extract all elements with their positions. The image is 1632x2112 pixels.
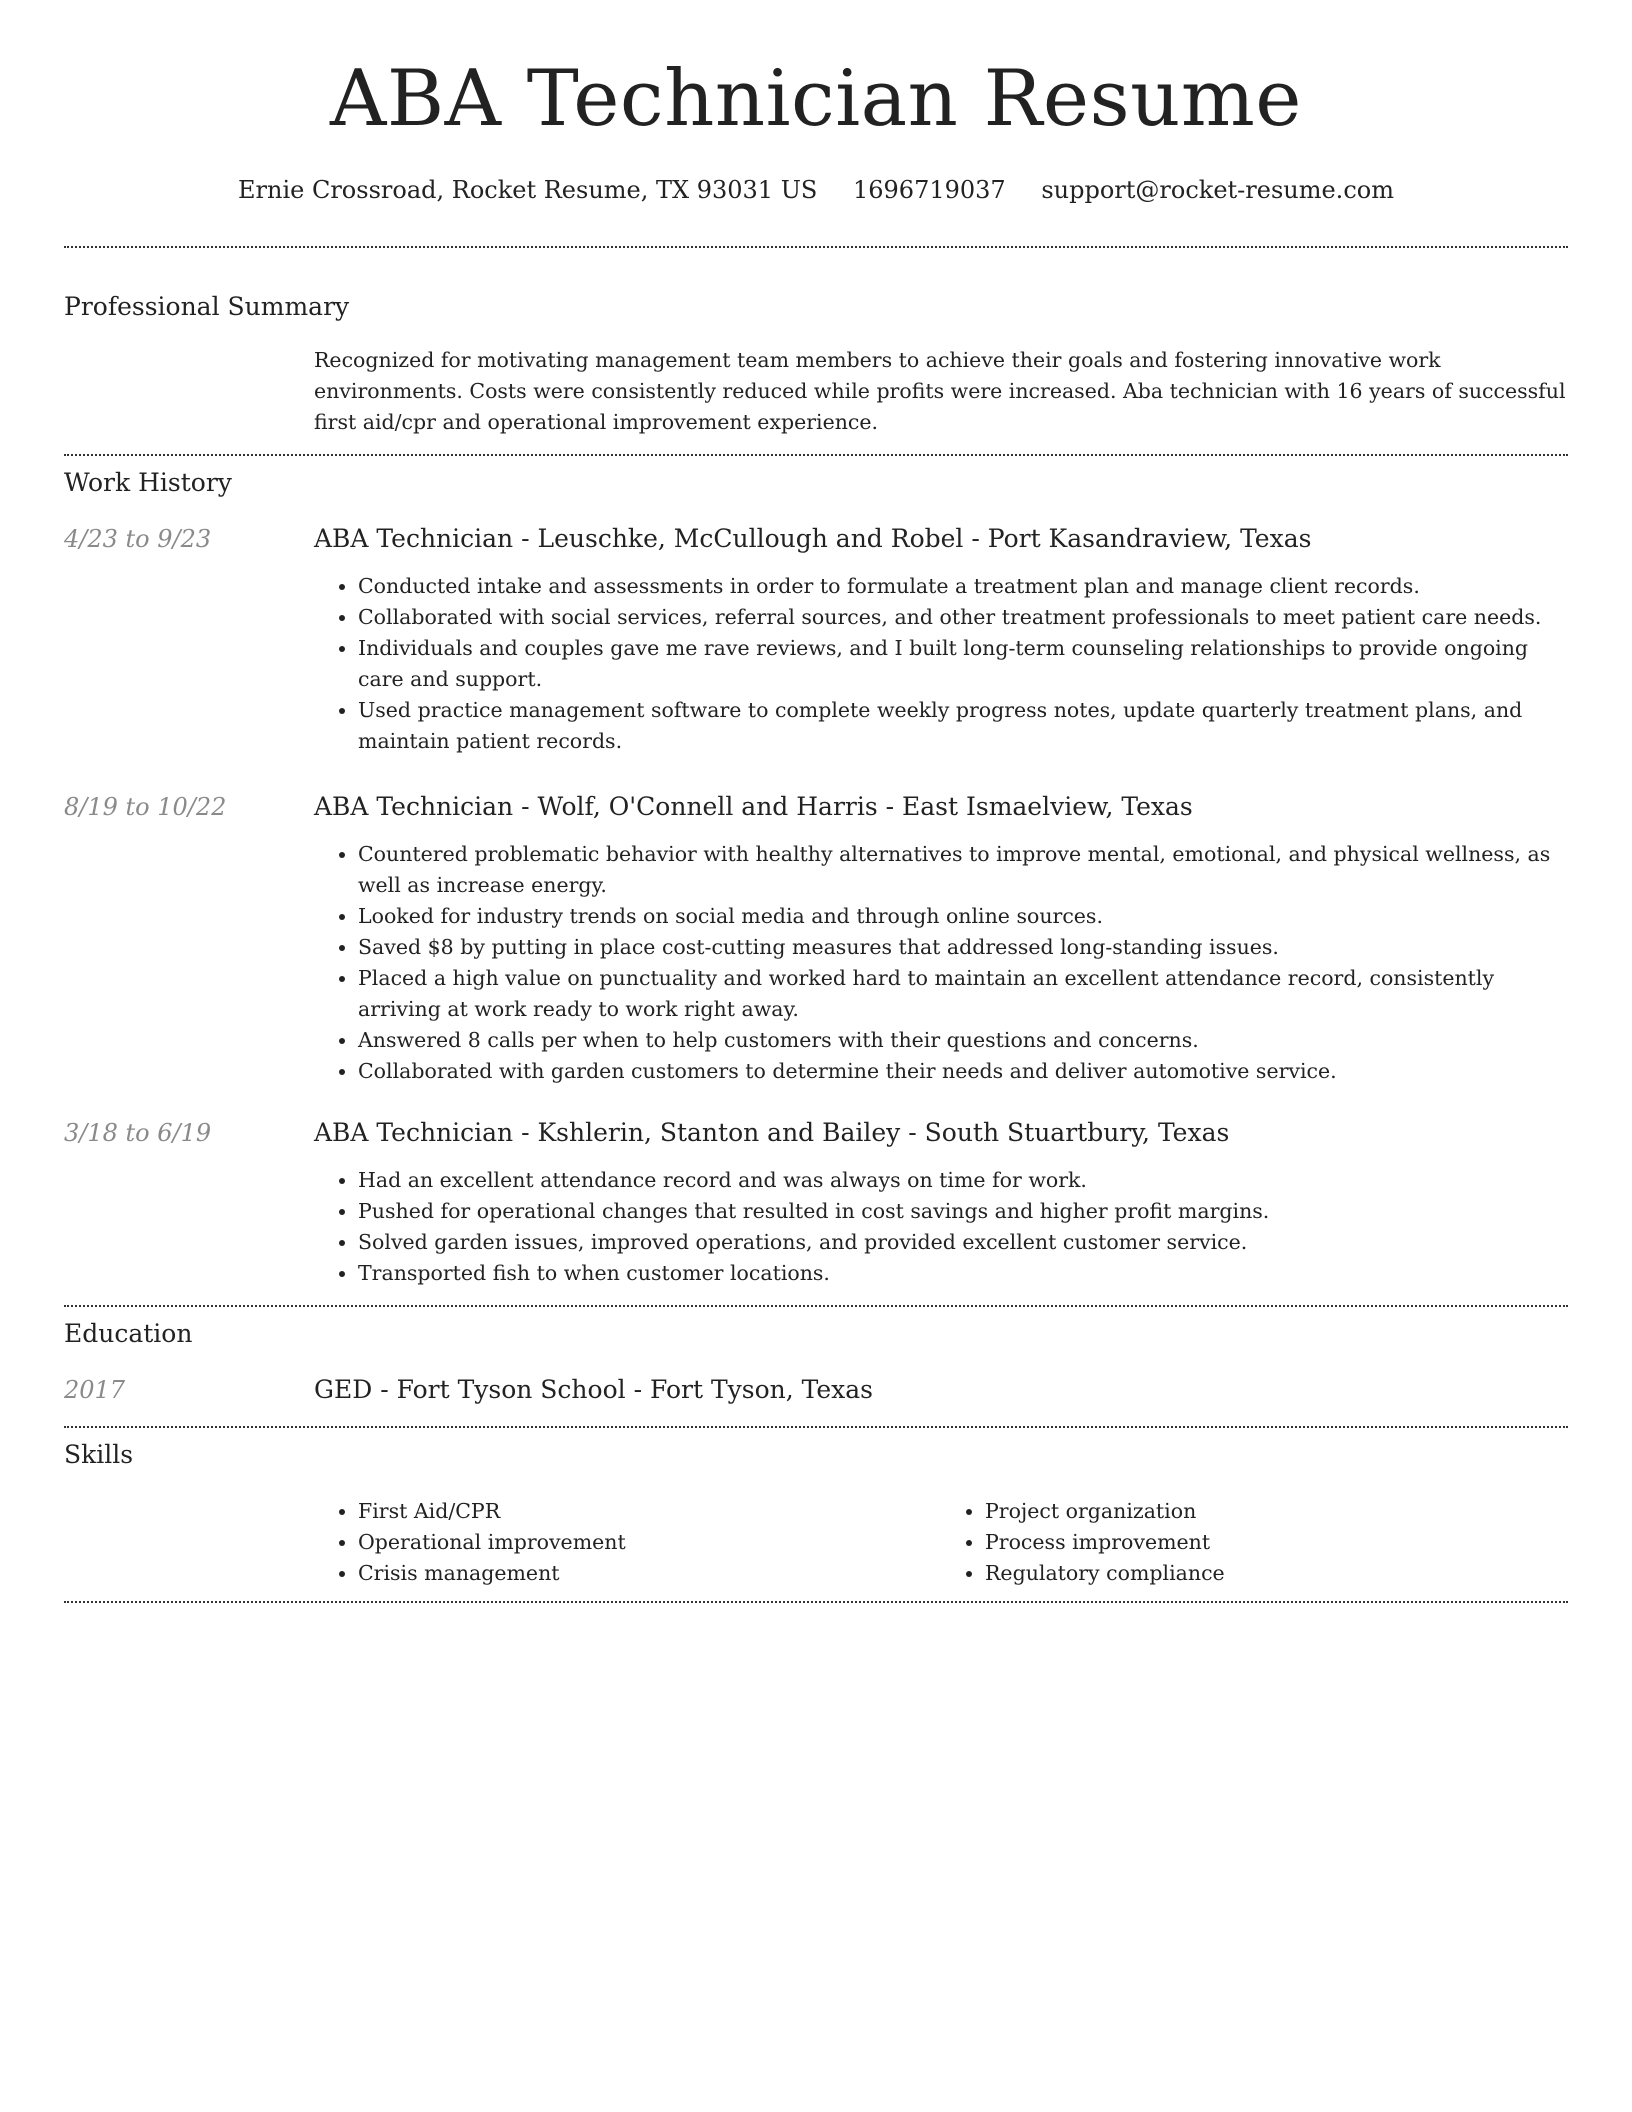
list-item: • Process improvement <box>985 1527 1568 1558</box>
job-bullets <box>314 839 1568 1087</box>
summary-section <box>64 292 1568 438</box>
list-item: • Operational improvement <box>358 1527 941 1558</box>
summary-body <box>314 345 1568 438</box>
divider <box>64 1305 1568 1307</box>
summary-text: Recognized for motivating management team members to achieve their goals and fostering innovative work environments. Costs were consistently reduced while profits were increased. Aba technician with 16 years of successful first aid/cpr and operational improvement experience. <box>314 348 1566 434</box>
work-history-heading: Work History <box>64 468 232 497</box>
contact-email: support@rocket-resume.com <box>1041 176 1394 204</box>
education-heading: Education <box>64 1319 193 1348</box>
education-section <box>64 1319 1568 1406</box>
list-item: • Solved garden issues, improved operations, and provided excellent customer service. <box>358 1227 1568 1258</box>
list-item: • Regulatory compliance <box>985 1558 1568 1589</box>
list-item: • Had an excellent attendance record and was always on time for work. <box>358 1165 1568 1196</box>
job-bullets <box>314 1165 1568 1289</box>
work-history-section <box>64 468 1568 1289</box>
divider <box>64 1601 1568 1603</box>
list-item: • Conducted intake and assessments in order to formulate a treatment plan and manage client records. <box>358 571 1568 602</box>
job-dates: 4/23 to 9/23 <box>64 525 212 553</box>
list-item: • Answered 8 calls per when to help customers with their questions and concerns. <box>358 1025 1568 1056</box>
divider <box>64 1426 1568 1428</box>
list-item: • Pushed for operational changes that resulted in cost savings and higher profit margins. <box>358 1196 1568 1227</box>
education-title: GED - Fort Tyson School - Fort Tyson, Texas <box>314 1375 873 1404</box>
job-title: ABA Technician - Kshlerin, Stanton and Bailey - South Stuartbury, Texas <box>314 1118 1230 1147</box>
job-dates: 3/18 to 6/19 <box>64 1119 212 1147</box>
list-item: • Individuals and couples gave me rave reviews, and I built long-term counseling relationships to provide ongoing care and support. <box>358 633 1568 695</box>
skills-list-left <box>314 1496 941 1589</box>
contact-phone: 1696719037 <box>853 176 1006 204</box>
job-entry <box>64 1117 1568 1289</box>
skills-list-right <box>941 1496 1568 1589</box>
list-item: • Transported fish to when customer locations. <box>358 1258 1568 1289</box>
resume-title: ABA Technician Resume <box>330 54 1302 144</box>
list-item: • Countered problematic behavior with healthy alternatives to improve mental, emotional, and physical wellness, as well as increase energy. <box>358 839 1568 901</box>
contact-line <box>64 174 1568 206</box>
skills-section <box>64 1440 1568 1589</box>
list-item: • Project organization <box>985 1496 1568 1527</box>
divider <box>64 454 1568 456</box>
contact-address: Ernie Crossroad, Rocket Resume, TX 93031 US <box>238 176 818 204</box>
list-item: • First Aid/CPR <box>358 1496 941 1527</box>
list-item: • Collaborated with garden customers to determine their needs and deliver automotive service. <box>358 1056 1568 1087</box>
list-item: • Collaborated with social services, referral sources, and other treatment professionals to meet patient care needs. <box>358 602 1568 633</box>
divider <box>64 246 1568 248</box>
job-title: ABA Technician - Leuschke, McCullough and Robel - Port Kasandraview, Texas <box>314 524 1312 553</box>
list-item: • Saved $8 by putting in place cost-cutting measures that addressed long-standing issues. <box>358 932 1568 963</box>
job-entry <box>64 523 1568 757</box>
list-item: • Looked for industry trends on social media and through online sources. <box>358 901 1568 932</box>
list-item: • Crisis management <box>358 1558 941 1589</box>
skills-heading: Skills <box>64 1440 134 1469</box>
job-title: ABA Technician - Wolf, O'Connell and Harris - East Ismaelview, Texas <box>314 792 1193 821</box>
resume-page <box>64 0 1568 1603</box>
summary-heading: Professional Summary <box>64 292 350 321</box>
education-entry <box>64 1374 1568 1406</box>
list-item: • Placed a high value on punctuality and worked hard to maintain an excellent attendance record, consistently arriving at work ready to work right away. <box>358 963 1568 1025</box>
job-dates: 8/19 to 10/22 <box>64 793 227 821</box>
job-bullets <box>314 571 1568 757</box>
skills-grid <box>314 1496 1568 1589</box>
list-item: • Used practice management software to complete weekly progress notes, update quarterly treatment plans, and maintain patient records. <box>358 695 1568 757</box>
education-year: 2017 <box>64 1376 126 1404</box>
job-entry <box>64 791 1568 1087</box>
